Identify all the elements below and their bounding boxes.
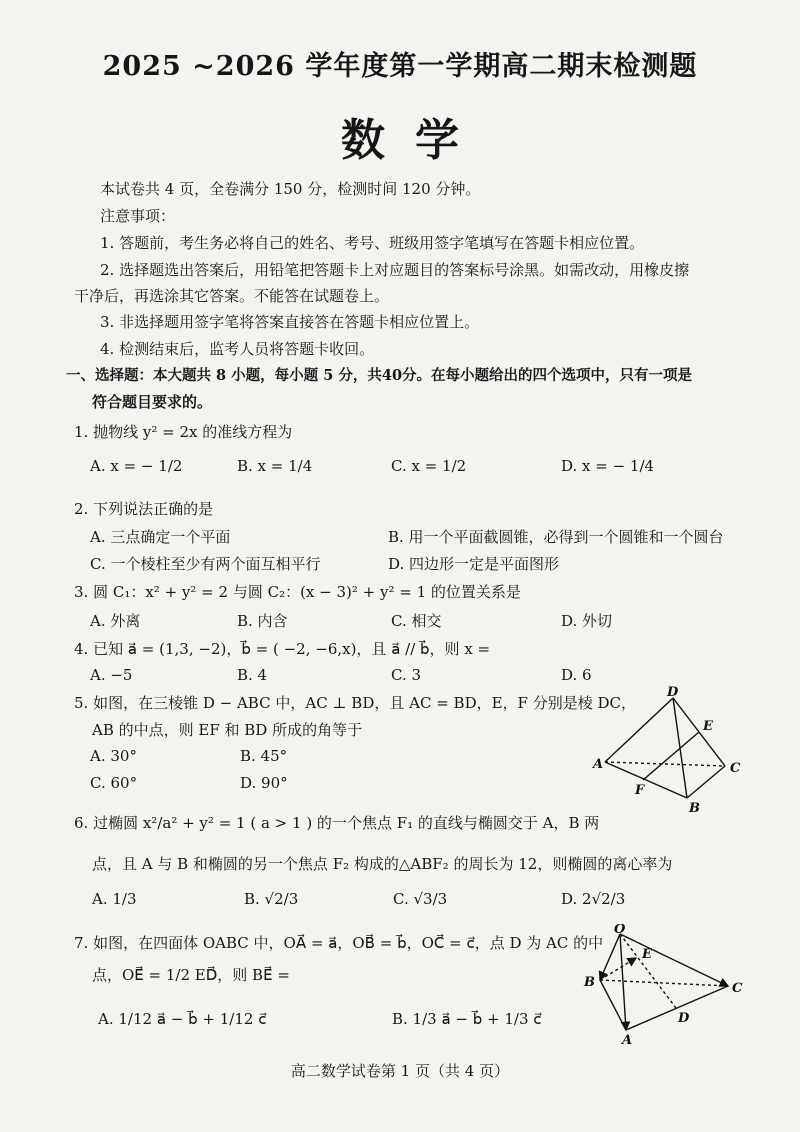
q5-option-d: D. 90° <box>240 774 288 792</box>
notice-item: 3. 非选择题用签字笔将答案直接答在答题卡相应位置上。 <box>100 313 480 331</box>
notice-item: 4. 检测结束后，监考人员将答题卡收回。 <box>100 340 375 358</box>
section-heading: 一、选择题：本大题共 8 小题，每小题 5 分，共40分。在每小题给出的四个选项中，只有一项是 <box>66 367 693 384</box>
label-e: E <box>703 719 713 734</box>
q6-option-a: A. 1/3 <box>92 890 137 908</box>
notice-heading: 注意事项： <box>100 207 176 225</box>
figure-5-tetrahedron <box>585 686 750 816</box>
q1-option-b: B. x = 1/4 <box>237 457 313 475</box>
q4-option-d: D. 6 <box>561 666 592 684</box>
notice-item: 1. 答题前，考生务必将自己的姓名、考号、班级用签字笔填写在答题卡相应位置。 <box>100 234 645 252</box>
q1-option-d: D. x = − 1/4 <box>561 457 655 475</box>
label-c: C <box>730 761 741 776</box>
q5-option-b: B. 45° <box>240 747 288 765</box>
label-b: B <box>689 801 700 816</box>
label-o: O <box>614 924 626 937</box>
q1-option-c: C. x = 1/2 <box>391 457 467 475</box>
section-heading-cont: 符合题目要求的。 <box>92 393 213 411</box>
q4-option-b: B. 4 <box>237 666 268 684</box>
q7-option-b: B. 1/3 a⃗ − b⃗ + 1/3 c⃗ <box>392 1010 542 1028</box>
question-2-stem: 2. 下列说法正确的是 <box>74 500 214 518</box>
q3-option-b: B. 内含 <box>237 612 288 630</box>
label-a: A <box>593 757 604 772</box>
notice-item: 2. 选择题选出答案后，用铅笔把答题卡上对应题目的答案标号涂黑。如需改动，用橡皮擦 <box>100 261 690 279</box>
label-c: C <box>732 981 743 996</box>
question-1-stem: 1. 抛物线 y² = 2x 的准线方程为 <box>74 423 293 441</box>
page-footer: 高二数学试卷第 1 页（共 4 页） <box>290 1062 510 1080</box>
question-4-stem: 4. 已知 a⃗ = (1,3, −2)，b⃗ = ( −2, −6,x)，且 a⃗ // b⃗，则 x = <box>74 640 491 658</box>
question-6-stem-cont: 点，且 A 与 B 和椭圆的另一个焦点 F₂ 构成的△ABF₂ 的周长为 12，则椭圆的离心率为 <box>92 855 673 873</box>
label-d: D <box>667 686 679 700</box>
q2-option-a: A. 三点确定一个平面 <box>90 528 231 546</box>
q6-option-d: D. 2√2/3 <box>561 890 626 908</box>
label-f: F <box>635 783 645 798</box>
label-e: E <box>642 947 652 962</box>
question-7-stem-cont: 点，OE⃗ = 1/2 ED⃗，则 BE⃗ = <box>92 966 290 984</box>
label-a: A <box>622 1033 633 1048</box>
q5-option-c: C. 60° <box>90 774 138 792</box>
label-b: B <box>584 975 595 990</box>
subject-title: 数学 <box>341 115 489 166</box>
q3-option-d: D. 外切 <box>561 612 613 630</box>
q6-option-c: C. √3/3 <box>393 890 448 908</box>
q4-option-c: C. 3 <box>391 666 422 684</box>
question-7-stem: 7. 如图，在四面体 OABC 中，OA⃗ = a⃗，OB⃗ = b⃗，OC⃗ = c⃗，点 D 为 AC 的中 <box>74 934 604 952</box>
q1-option-a: A. x = − 1/2 <box>90 457 183 475</box>
question-5-stem: 5. 如图，在三棱锥 D − ABC 中，AC ⊥ BD，且 AC = BD，E，F 分别是棱 DC， <box>74 694 636 712</box>
exam-intro: 本试卷共 4 页，全卷满分 150 分，检测时间 120 分钟。 <box>100 180 481 198</box>
q5-option-a: A. 30° <box>90 747 137 765</box>
label-d: D <box>678 1011 690 1026</box>
exam-title: 2025 ~2026 学年度第一学期高二期末检测题 <box>102 51 698 82</box>
q2-option-c: C. 一个棱柱至少有两个面互相平行 <box>90 555 321 573</box>
q7-option-a: A. 1/12 a⃗ − b⃗ + 1/12 c⃗ <box>98 1010 267 1028</box>
notice-item: 干净后，再选涂其它答案。不能答在试题卷上。 <box>74 287 390 305</box>
q2-option-d: D. 四边形一定是平面图形 <box>388 555 560 573</box>
figure-7-tetrahedron <box>578 924 750 1048</box>
question-5-stem-cont: AB 的中点，则 EF 和 BD 所成的角等于 <box>92 721 363 739</box>
q2-option-b: B. 用一个平面截圆锥，必得到一个圆锥和一个圆台 <box>388 528 724 546</box>
q3-option-a: A. 外离 <box>90 612 141 630</box>
question-3-stem: 3. 圆 C₁：x² + y² = 2 与圆 C₂：(x − 3)² + y² = 1 的位置关系是 <box>74 583 521 601</box>
question-6-stem: 6. 过椭圆 x²/a² + y² = 1 ( a > 1 ) 的一个焦点 F₁ 的直线与椭圆交于 A，B 两 <box>74 814 600 832</box>
q4-option-a: A. −5 <box>90 666 133 684</box>
q6-option-b: B. √2/3 <box>244 890 299 908</box>
q3-option-c: C. 相交 <box>391 612 442 630</box>
